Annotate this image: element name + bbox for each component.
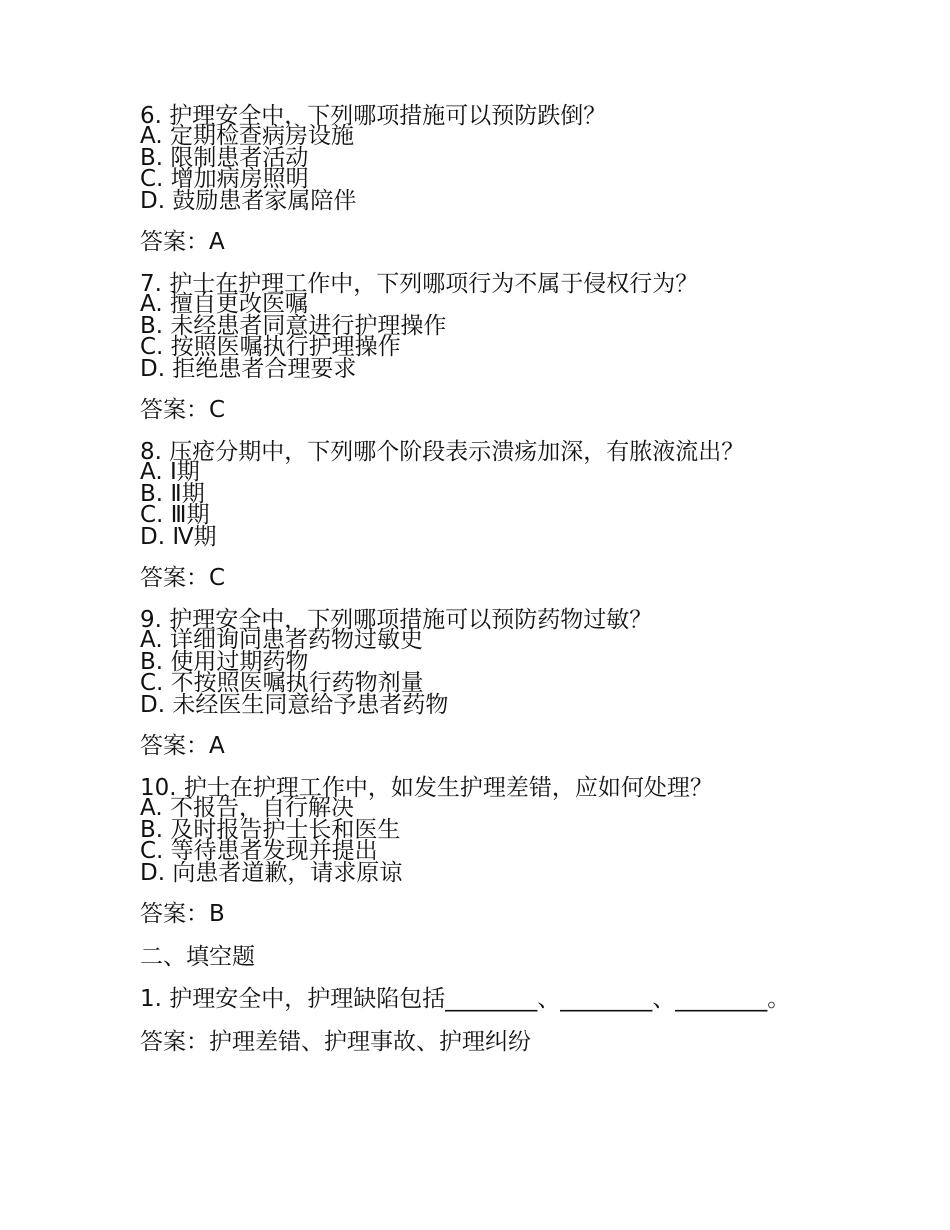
option-b: B. 限制患者活动 bbox=[140, 144, 309, 171]
answer-line: 答案：C bbox=[140, 565, 226, 591]
option-d: D. 未经医生同意给予患者药物 bbox=[140, 691, 449, 718]
question-stem: 8. 压疮分期中，下列哪个阶段表示溃疡加深，有脓液流出？ bbox=[140, 439, 745, 465]
question-stem: 7. 护士在护理工作中，下列哪项行为不属于侵权行为？ bbox=[140, 271, 699, 297]
option-b: B. 及时报告护士长和医生 bbox=[140, 816, 401, 843]
option-d: D. Ⅳ期 bbox=[140, 523, 217, 550]
fill-blank-answer: 答案：护理差错、护理事故、护理纠纷 bbox=[140, 1029, 531, 1055]
option-c: C. 不按照医嘱执行药物剂量 bbox=[140, 670, 424, 696]
option-a: A. 不报告，自行解决 bbox=[140, 795, 354, 821]
section-title: 二、填空题 bbox=[140, 944, 255, 970]
question-9 bbox=[140, 608, 840, 759]
option-d: D. 拒绝患者合理要求 bbox=[140, 355, 357, 382]
answer-line: 答案：B bbox=[140, 901, 225, 927]
answer-line: 答案：A bbox=[140, 733, 225, 759]
option-c: C. 增加病房照明 bbox=[140, 166, 309, 192]
option-a: A. 擅自更改医嘱 bbox=[140, 291, 308, 317]
option-c: C. Ⅲ期 bbox=[140, 502, 210, 528]
fill-blank-question: 1. 护理安全中，护理缺陷包括________、________、________。 bbox=[140, 986, 791, 1012]
option-b: B. 未经患者同意进行护理操作 bbox=[140, 312, 447, 339]
option-a: A. 详细询问患者药物过敏史 bbox=[140, 627, 423, 653]
question-6 bbox=[140, 104, 840, 255]
answer-line: 答案：C bbox=[140, 397, 226, 423]
option-d: D. 向患者道歉，请求原谅 bbox=[140, 859, 403, 886]
question-8 bbox=[140, 440, 840, 591]
question-stem: 10. 护士在护理工作中，如发生护理差错，应如何处理？ bbox=[140, 775, 713, 801]
option-c: C. 等待患者发现并提出 bbox=[140, 838, 378, 864]
question-stem: 6. 护理安全中，下列哪项措施可以预防跌倒？ bbox=[140, 103, 607, 129]
option-d: D. 鼓励患者家属陪伴 bbox=[140, 187, 357, 214]
document-page bbox=[140, 104, 840, 1055]
option-b: B. Ⅱ期 bbox=[140, 480, 205, 507]
option-b: B. 使用过期药物 bbox=[140, 648, 309, 675]
answer-line: 答案：A bbox=[140, 229, 225, 255]
option-a: A. 定期检查病房设施 bbox=[140, 123, 354, 149]
question-10 bbox=[140, 776, 840, 927]
question-7 bbox=[140, 272, 840, 423]
question-stem: 9. 护理安全中，下列哪项措施可以预防药物过敏？ bbox=[140, 607, 653, 633]
option-a: A. Ⅰ期 bbox=[140, 459, 200, 485]
option-c: C. 按照医嘱执行护理操作 bbox=[140, 334, 401, 360]
